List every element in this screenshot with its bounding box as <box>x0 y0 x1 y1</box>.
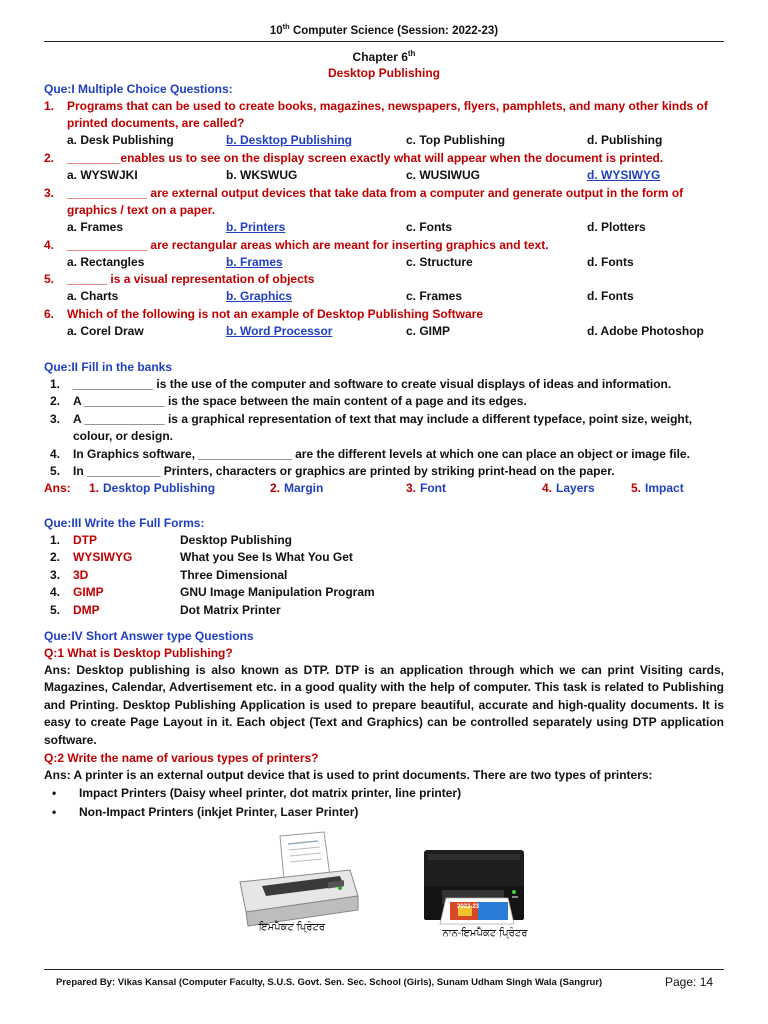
full-form-expansion: Three Dimensional <box>180 567 288 582</box>
q1-answer: Ans: Desktop publishing is also known as DTP. DTP is an application through which we can print Visiting cards, Magazines, Calendar, Advertisement etc. in a good quality with the help of computer. This task is related to Publishing and Printing. Desktop Publishing Application is used to prepare beautiful, accurate and high-quality documents. It is easy to create Page Layout in it. Each object (Text and Graphics) can be controlled separately using DTP application software. <box>44 663 724 747</box>
fill-answer-item <box>406 480 446 497</box>
fill-number: 1. <box>50 377 61 391</box>
fill-number: 5. <box>50 464 61 478</box>
mcq-number: 1. <box>44 99 55 113</box>
mcq-option-correct: b. Printers <box>226 220 286 234</box>
mcq-options-row <box>44 219 724 236</box>
mcq-options-row <box>44 323 724 340</box>
mcq-option-correct: d. WYSIWYG <box>587 168 661 183</box>
mcq-options-row <box>44 254 724 271</box>
mcq-option: c. Structure <box>406 254 473 269</box>
mcq-question-line <box>44 185 724 202</box>
fill-answer-text: Desktop Publishing <box>103 481 216 495</box>
mcq-option: a. Rectangles <box>67 254 145 269</box>
page-header <box>44 22 724 37</box>
mcq-number: 6. <box>44 306 55 321</box>
footer-rule <box>44 969 724 970</box>
fill-answer-item <box>631 480 684 497</box>
mcq-options-row <box>44 132 724 149</box>
mcq-option: c. Top Publishing <box>406 133 506 148</box>
mcq-question-text: Which of the following is not an example of Desktop Publishing Software <box>67 306 484 321</box>
full-form-number: 2. <box>50 550 61 565</box>
full-form-expansion: Desktop Publishing <box>180 533 293 547</box>
fill-number: 4. <box>50 446 61 461</box>
mcq-option: d. Publishing <box>587 133 663 148</box>
mcq-number: 2. <box>44 150 55 165</box>
mcq-question-line <box>44 306 724 323</box>
q2-question: Q:2 Write the name of various types of printers? <box>44 751 319 765</box>
mcq-question-line <box>44 150 724 167</box>
mcq-options-row <box>44 167 724 184</box>
mcq-option: a. Corel Draw <box>67 324 144 339</box>
page-number: Page: 14 <box>665 975 714 989</box>
fill-text: In ___________ Printers, characters or graphics are printed by striking print-head on the paper. <box>73 464 615 478</box>
header-title: 10th Computer Science (Session: 2022-23) <box>269 22 499 37</box>
header-rule <box>44 41 724 42</box>
full-form-abbr: GIMP <box>73 585 104 600</box>
fill-answer-text: Font <box>420 481 447 495</box>
fill-answer-item <box>542 480 595 497</box>
fill-line <box>44 446 724 463</box>
full-form-row <box>44 584 724 601</box>
full-form-abbr: WYSIWYG <box>73 550 133 565</box>
mcq-question-text: ______ is a visual representation of objects <box>67 272 315 287</box>
mcq-option: a. WYSWJKI <box>67 168 138 183</box>
mcq-option: d. Fonts <box>587 289 634 304</box>
fill-answer-number: 2. <box>270 481 281 495</box>
fill-text: ____________ is the use of the computer and software to create visual displays of ideas and information. <box>73 377 672 391</box>
mcq-question-text: ____________ are rectangular areas which are meant for inserting graphics and text. <box>67 237 549 252</box>
full-form-row <box>44 549 724 566</box>
mcq-number: 4. <box>44 237 55 252</box>
fill-line <box>44 463 724 480</box>
fill-text: A ____________ is the space between the main content of a page and its edges. <box>73 394 527 409</box>
q1-question: Q:1 What is Desktop Publishing? <box>44 646 233 660</box>
mcq-options-row <box>44 288 724 305</box>
fill-line <box>44 376 724 393</box>
mcq-question-text: ________enables us to see on the display screen exactly what will appear when the document is printed. <box>67 150 664 165</box>
fill-text: A ____________ is a graphical representation of text that may include a different typeface, point size, weight, <box>73 411 693 426</box>
section4-heading: Que:IV Short Answer type Questions <box>44 629 254 643</box>
fill-line <box>44 411 724 428</box>
photo-label: 2022-23 <box>457 904 480 910</box>
fill-number: 2. <box>50 394 61 409</box>
full-form-abbr: DMP <box>73 602 100 617</box>
full-form-row <box>44 532 724 549</box>
mcq-option: c. WUSIWUG <box>406 168 480 183</box>
full-form-number: 3. <box>50 567 61 582</box>
mcq-option: c. Frames <box>406 289 463 304</box>
bullet-text: Impact Printers (Daisy wheel printer, dot matrix printer, line printer) <box>79 786 462 800</box>
mcq-option: d. Fonts <box>587 254 634 269</box>
section1-heading: Que:I Multiple Choice Questions: <box>44 82 233 96</box>
mcq-question-line <box>44 271 724 288</box>
footer-prepared-by: Prepared By: Vikas Kansal (Computer Faculty, S.U.S. Govt. Sen. Sec. School (Girls), Sunam Udham Singh Wala (Sangrur) <box>56 977 603 988</box>
mcq-option: c. Fonts <box>406 220 453 234</box>
mcq-option-correct: b. Word Processor <box>226 324 333 339</box>
fill-line <box>44 393 724 410</box>
section3-heading: Que:III Write the Full Forms: <box>44 516 205 530</box>
full-form-number: 4. <box>50 585 61 600</box>
full-form-abbr: 3D <box>73 567 89 582</box>
mcq-option-correct: b. Frames <box>226 254 283 269</box>
bullet-text: Non-Impact Printers (inkjet Printer, Laser Printer) <box>79 805 359 819</box>
bullet-item <box>44 804 724 821</box>
mcq-option-correct: b. Desktop Publishing <box>226 133 353 148</box>
section2-heading: Que:II Fill in the banks <box>44 360 173 374</box>
fill-text: In Graphics software, ______________ are the different levels at which one can place an object or image file. <box>73 446 690 461</box>
fill-answer-item <box>89 480 215 497</box>
impact-caption: ਇਮਪੈਕਟ ਪ੍ਰਿੰਟਰ <box>258 922 326 933</box>
mcq-option: b. WKSWUG <box>226 168 298 183</box>
full-form-number: 5. <box>50 602 61 617</box>
mcq-number: 5. <box>44 272 55 287</box>
fill-answer-text: Margin <box>284 481 324 495</box>
fill-number: 3. <box>50 411 61 426</box>
full-form-abbr: DTP <box>73 533 97 547</box>
fill-answer-text: Layers <box>556 481 595 495</box>
fill-answer-text: Impact <box>645 481 684 495</box>
mcq-option: a. Charts <box>67 289 119 304</box>
full-form-row <box>44 567 724 584</box>
mcq-option: a. Desk Publishing <box>67 133 174 148</box>
mcq-number: 3. <box>44 185 55 200</box>
mcq-question-text: Programs that can be used to create books, magazines, newspapers, flyers, pamphlets, and many other kinds of <box>67 99 708 113</box>
impact-printer-image <box>232 830 362 930</box>
chapter-subtitle: Desktop Publishing <box>327 66 440 80</box>
full-form-expansion: Dot Matrix Printer <box>180 602 281 617</box>
non-impact-caption: ਨਾਨ-ਇਮਪੈਕਟ ਪ੍ਰਿੰਟਰ <box>442 928 528 939</box>
q2-answer: Ans: A printer is an external output device that is used to print documents. There are two types of printers: <box>44 768 653 782</box>
mcq-option: d. Plotters <box>587 220 646 234</box>
bullet-item <box>44 785 724 802</box>
fill-answer-number: 5. <box>631 481 642 495</box>
fill-text: colour, or design. <box>73 429 174 444</box>
mcq-option: d. Adobe Photoshop <box>587 324 704 339</box>
fill-answer-number: 1. <box>89 481 100 495</box>
chapter-label: Chapter 6th <box>352 49 416 64</box>
mcq-question-text: printed documents, are called? <box>67 116 245 131</box>
fill-answer-number: 4. <box>542 481 553 495</box>
mcq-option: a. Frames <box>67 220 124 234</box>
full-form-expansion: What you See Is What You Get <box>180 550 353 565</box>
mcq-question-text: ____________ are external output devices that take data from a computer and generate output in the form of <box>67 185 684 200</box>
fill-answer-number: 3. <box>406 481 417 495</box>
mcq-question-text: graphics / text on a paper. <box>67 202 216 217</box>
fill-answer-item <box>270 480 323 497</box>
mcq-option: c. GIMP <box>406 324 451 339</box>
fill-answers <box>44 480 724 497</box>
full-form-number: 1. <box>50 533 61 547</box>
non-impact-printer-image <box>418 846 532 928</box>
mcq-question-line <box>44 237 724 254</box>
mcq-question-line <box>44 202 724 219</box>
fill-line <box>44 428 724 445</box>
mcq-question-line <box>44 115 724 132</box>
full-form-expansion: GNU Image Manipulation Program <box>180 585 375 600</box>
answers-label: Ans: <box>44 481 71 495</box>
mcq-option-correct: b. Graphics <box>226 289 293 304</box>
bullet-dot: • <box>52 786 57 800</box>
bullet-dot: • <box>52 805 57 819</box>
mcq-question-line <box>44 98 724 115</box>
full-form-row <box>44 602 724 619</box>
